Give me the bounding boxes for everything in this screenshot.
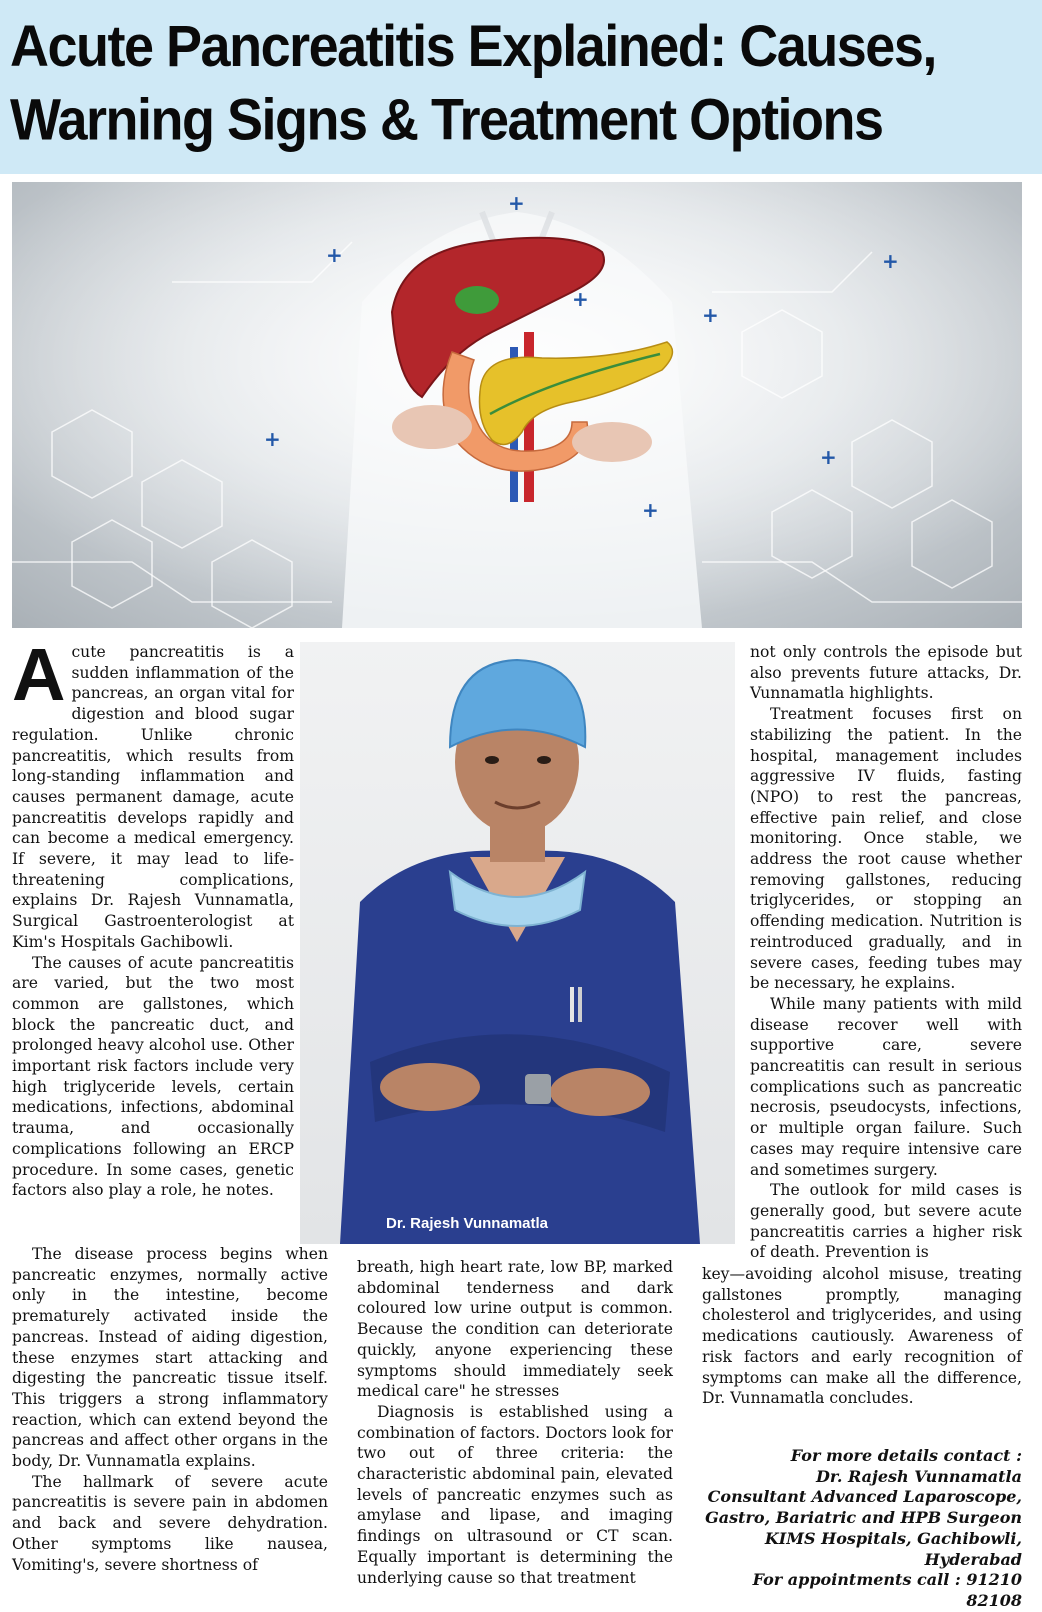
contact-heading: For more details contact : bbox=[790, 1446, 1022, 1465]
contact-block bbox=[702, 1446, 1022, 1612]
svg-text:+: + bbox=[264, 427, 281, 451]
doctor-portrait bbox=[300, 642, 735, 1244]
article-column-right bbox=[750, 642, 1022, 1263]
svg-text:+: + bbox=[702, 303, 719, 327]
article-paragraph-5-continued: not only controls the episode but also prevents future attacks, Dr. Vunnamatla highlights. bbox=[750, 643, 1022, 703]
article-paragraph-8: The outlook for mild cases is generally good, but severe acute pancreatitis carries a higher risk of death. Prevention is bbox=[750, 1181, 1022, 1262]
article-paragraph-4: The hallmark of severe acute pancreatitis is severe pain in abdomen and back and severe dehydration. Other symptoms like nausea, Vomiting's, severe shortness of bbox=[12, 1472, 328, 1574]
article-paragraph-1: Acute pancreatitis is a sudden inflammation of the pancreas, an organ vital for digestion and blood sugar regulation. Unlike chronic pancreatitis, which results from long-standing inflammation and causes permanent damage, acute pancreatitis develops rapidly and can become a medical emergency. If severe, it may lead to life-threatening complications, explains Dr. Rajesh Vunnamatla, Surgical Gastroenterologist at Kim's Hospitals Gachibowli. bbox=[12, 633, 294, 951]
headline-line-2: Warning Signs & Treatment Options bbox=[10, 87, 883, 153]
article-paragraph-7: While many patients with mild disease recover well with supportive care, severe pancreatitis can result in serious complications such as pancreatic necrosis, pseudocysts, infections, or multiple organ failure. Such cases may require intensive care and sometimes surgery. bbox=[750, 994, 1022, 1179]
svg-text:+: + bbox=[572, 287, 589, 311]
article-column-right-lower bbox=[702, 1264, 1022, 1409]
article-paragraph-5: Diagnosis is established using a combination of factors. Doctors look for two out of three criteria: the characteristic abdominal pain, elevated levels of pancreatic enzymes such as amylase and lipase, and imaging findings on ultrasound or CT scan. Equally important is determining the underlying cause so that treatment bbox=[357, 1402, 673, 1587]
contact-title-1: Consultant Advanced Laparoscope, bbox=[707, 1487, 1022, 1507]
contact-title-2: Gastro, Bariatric and HPB Surgeon bbox=[705, 1508, 1022, 1528]
article-column-middle bbox=[357, 1257, 673, 1588]
dropcap: A bbox=[12, 633, 66, 716]
headline bbox=[10, 10, 1020, 157]
article-paragraph-4-continued: breath, high heart rate, low BP, marked abdominal tenderness and dark coloured low urine output is common. Because the condition can deteriorate quickly, anyone experiencing these symptoms should immediately seek medical care" he stresses bbox=[357, 1258, 673, 1401]
svg-text:+: + bbox=[882, 249, 899, 273]
contact-phone: For appointments call : 91210 82108 bbox=[752, 1570, 1022, 1610]
headline-line-1: Acute Pancreatitis Explained: Causes, bbox=[10, 14, 936, 80]
svg-text:+: + bbox=[326, 243, 343, 267]
contact-name: Dr. Rajesh Vunnamatla bbox=[816, 1466, 1022, 1486]
doctor-portrait-icon bbox=[300, 642, 735, 1244]
article-column-left bbox=[12, 633, 294, 1201]
svg-text:+: + bbox=[820, 445, 837, 469]
portrait-caption: Dr. Rajesh Vunnamatla bbox=[386, 1215, 548, 1232]
svg-text:+: + bbox=[642, 498, 659, 522]
article-column-left-lower bbox=[12, 1244, 328, 1575]
contact-hospital: KIMS Hospitals, Gachibowli, bbox=[764, 1528, 1022, 1548]
article-paragraph-2: The causes of acute pancreatitis are varied, but the two most common are gallstones, which block the pancreatic duct, and prolonged heavy alcohol use. Other important risk factors include very high triglyceride levels, certain medications, infections, abdominal trauma, and occasionally complications following an ERCP procedure. In some cases, genetic factors also play a role, he notes. bbox=[12, 953, 294, 1200]
article-paragraph-6: Treatment focuses first on stabilizing the patient. In the hospital, management includes aggressive IV fluids, fasting (NPO) to rest the pancreas, effective pain relief, and close monitoring. Once stable, we address the root cause whether removing gallstones, reducing triglycerides, or stopping an offending medication. Nutrition is reintroduced gradually, and in severe cases, feeding tubes may be necessary, he explains. bbox=[750, 705, 1022, 993]
article-paragraph-8-continued: key—avoiding alcohol misuse, treating gallstones promptly, managing cholesterol and triglycerides, and using medications cautiously. Awareness of risk factors and early recognition of symptoms can make all the difference, Dr. Vunnamatla concludes. bbox=[702, 1265, 1022, 1408]
hero-image bbox=[12, 182, 1022, 628]
contact-city: Hyderabad bbox=[924, 1549, 1022, 1569]
svg-text:+: + bbox=[508, 191, 525, 215]
article-paragraph-3: The disease process begins when pancreatic enzymes, normally active only in the intestine, become prematurely activated inside the pancreas. Instead of aiding digestion, these enzymes start attacking and digesting the pancreatic tissue itself. This triggers a strong inflammatory reaction, which can extend beyond the pancreas and affect other organs in the body, Dr. Vunnamatla explains. bbox=[12, 1245, 328, 1471]
liver-pancreas-illustration-icon bbox=[12, 182, 1022, 628]
